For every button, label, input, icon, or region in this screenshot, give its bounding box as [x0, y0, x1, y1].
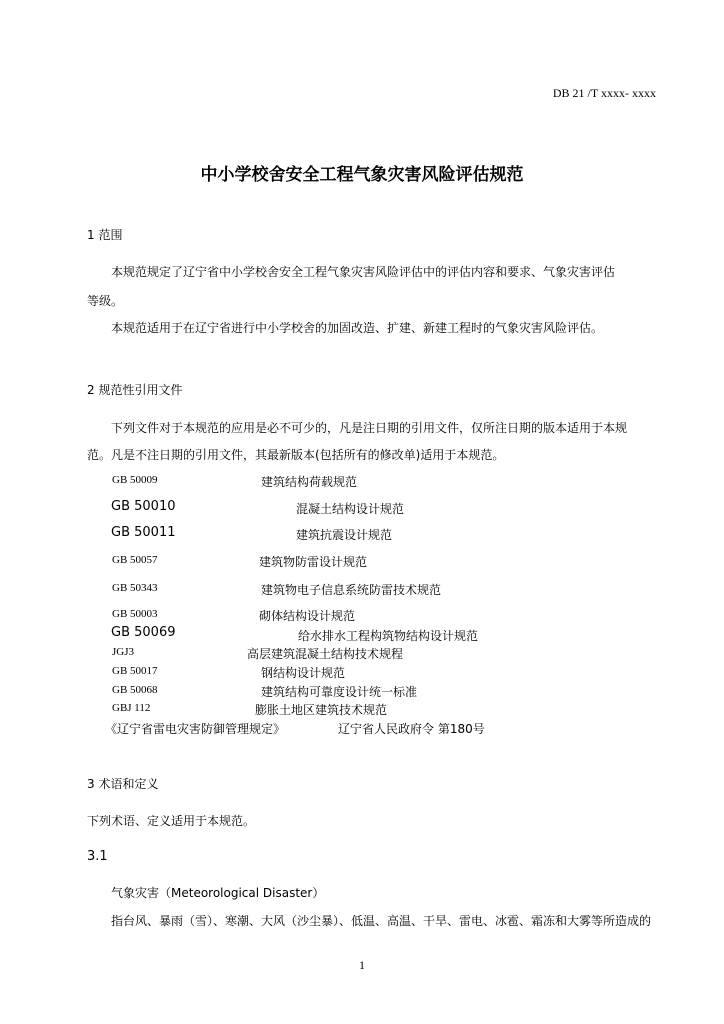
reference-code: GB 50057 — [112, 554, 158, 566]
reference-title: 给水排水工程构筑物结构设计规范 — [298, 629, 479, 643]
reference-title: 砌体结构设计规范 — [259, 609, 356, 623]
reference-title: 建筑结构可靠度设计统一标准 — [261, 685, 418, 699]
page-number: 1 — [359, 958, 365, 972]
term-definition-line-1: 指台风、暴雨（雪）、寒潮、大风（沙尘暴）、低温、高温、干旱、雷电、冰雹、霜冻和大雾等所造成的 — [111, 914, 652, 928]
reference-title: 建筑物电子信息系统防雷技术规范 — [261, 583, 442, 597]
reference-title: 建筑抗震设计规范 — [296, 528, 393, 542]
reference-code: GB 50343 — [112, 582, 158, 594]
reference-code: GB 50069 — [111, 625, 176, 640]
section-2-para-line-2: 范。凡是不注日期的引用文件，其最新版本(包括所有的修改单)适用于本规范。 — [87, 448, 505, 462]
section-2-para-line-1: 下列文件对于本规范的应用是必不可少的，凡是注日期的引用文件，仅所注日期的版本适用于本规 — [111, 421, 628, 435]
section-1-para-2: 本规范适用于在辽宁省进行中小学校舍的加固改造、扩建、新建工程时的气象灾害风险评估。 — [111, 321, 604, 335]
section-1-heading: 1 范围 — [87, 228, 123, 242]
reference-title: 建筑物防雷设计规范 — [259, 555, 368, 569]
reference-code: GB 50009 — [112, 474, 158, 486]
reference-code: GBJ 112 — [112, 702, 151, 714]
reference-title: 建筑结构荷载规范 — [261, 475, 358, 489]
reference-title: 膨胀土地区建筑技术规范 — [255, 703, 388, 717]
reference-code: GB 50010 — [111, 499, 176, 514]
document-title: 中小学校舍安全工程气象灾害风险评估规范 — [200, 165, 524, 185]
reference-title: 高层建筑混凝土结构技术规程 — [247, 647, 404, 661]
section-2-heading: 2 规范性引用文件 — [87, 383, 183, 397]
section-3-heading: 3 术语和定义 — [87, 777, 159, 791]
clause-number: 3.1 — [87, 849, 108, 864]
reference-code: GB 50017 — [112, 665, 158, 677]
reference-code: JGJ3 — [112, 646, 135, 658]
term-heading: 气象灾害（Meteorological Disaster） — [111, 886, 325, 900]
reference-code: GB 50068 — [112, 684, 158, 696]
reference-regulation-title: 《辽宁省雷电灾害防御管理规定》 — [105, 722, 286, 736]
standard-code-header: DB 21 /T xxxx- xxxx — [552, 86, 656, 100]
reference-title: 钢结构设计规范 — [261, 666, 346, 680]
reference-regulation-order: 辽宁省人民政府令 第180号 — [338, 722, 485, 736]
reference-title: 混凝土结构设计规范 — [296, 502, 405, 516]
section-1-para-1-line-2: 等级。 — [87, 294, 124, 308]
reference-code: GB 50011 — [111, 525, 176, 540]
section-1-para-1-line-1: 本规范规定了辽宁省中小学校舍安全工程气象灾害风险评估中的评估内容和要求、气象灾害评估 — [111, 265, 616, 279]
section-3-intro: 下列术语、定义适用于本规范。 — [87, 814, 256, 828]
reference-code: GB 50003 — [112, 608, 158, 620]
